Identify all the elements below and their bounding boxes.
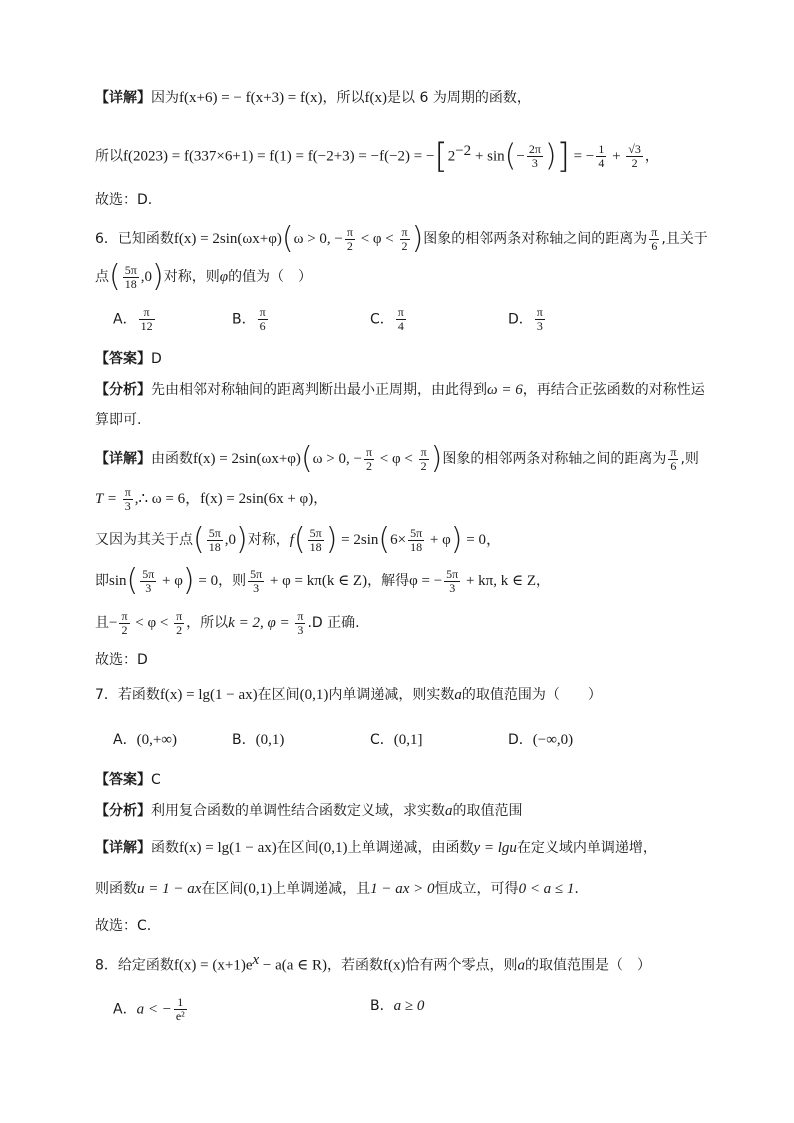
fraction: $\frac{5\pi}{18}$ bbox=[208, 525, 221, 554]
q6-detail-line3 bbox=[95, 522, 501, 557]
text: . bbox=[574, 881, 579, 897]
math: = 0 bbox=[194, 573, 219, 589]
math: u = 1 − ax bbox=[137, 881, 202, 897]
paren-left: ( bbox=[293, 522, 306, 557]
paren-left: ( bbox=[109, 259, 121, 294]
text: 由函数 bbox=[151, 451, 193, 467]
text: 又因为其关于点 bbox=[95, 532, 193, 548]
math: f bbox=[289, 532, 294, 548]
math: a bbox=[517, 957, 526, 974]
math: + φ = kπ(k ∈ Z) bbox=[266, 573, 368, 589]
math: ,∴ ω = 6， bbox=[134, 491, 201, 507]
text: 在定义域内单调递增， bbox=[516, 840, 657, 856]
text: ，再结合正弦函数的对称性运 bbox=[522, 382, 705, 398]
math: + kπ, k ∈ Z bbox=[462, 573, 537, 589]
math: f(x) bbox=[364, 90, 388, 106]
paren-right: ) bbox=[544, 138, 557, 174]
fraction: $\frac{\pi}{6}$ bbox=[670, 444, 677, 473]
math: f(x) = lg(1 − ax) bbox=[159, 687, 258, 703]
q8-option-a: A．a < − $\frac{1}{\text{e²}}$ bbox=[113, 995, 185, 1023]
fraction: $\frac{\pi}{2}$ bbox=[365, 444, 373, 473]
text: ， bbox=[536, 573, 551, 589]
q6-option-b: B． $\frac{\pi}{6}$ bbox=[232, 305, 266, 333]
text: 且 bbox=[95, 615, 109, 631]
q7-option-c: C．(0,1] bbox=[370, 732, 423, 748]
q7-option-a: A．(0,+∞) bbox=[113, 732, 177, 748]
q7-detail-line2 bbox=[95, 879, 579, 899]
p5-detail-line2 bbox=[95, 136, 659, 177]
text: 图象的相邻两条对称轴之间的距离为 bbox=[423, 231, 648, 247]
math: + bbox=[608, 148, 625, 165]
fraction: $\frac{5\pi}{18}$ bbox=[124, 262, 137, 291]
math: < φ < bbox=[131, 615, 173, 631]
p5-detail-line1 bbox=[95, 88, 531, 108]
bracket-left: [ bbox=[434, 136, 448, 177]
paren-right: ) bbox=[182, 563, 195, 598]
math: f(x) = (x+1)e bbox=[173, 957, 253, 974]
math: a bbox=[454, 687, 462, 703]
text: 的取值范围 bbox=[452, 803, 523, 819]
answer-tag: 【答案】 bbox=[95, 772, 151, 788]
math: 2 bbox=[447, 148, 456, 165]
math: < φ < bbox=[356, 231, 398, 247]
text: 上单调递减，且 bbox=[272, 881, 371, 897]
math: f(x) = 2sin(ωx+φ) bbox=[193, 451, 301, 467]
text: 恒成立，可得 bbox=[434, 881, 519, 897]
math: + sin bbox=[471, 148, 505, 165]
fraction: $\frac{1}{4}$ bbox=[598, 142, 605, 171]
fraction: $\frac{\pi}{6}$ bbox=[651, 224, 658, 253]
text: ，所以 bbox=[186, 615, 229, 631]
math: f(x) = lg(1 − ax) bbox=[179, 840, 277, 856]
fraction: $\frac{\pi}{2}$ bbox=[401, 224, 408, 253]
q6-detail-line2 bbox=[95, 484, 327, 514]
paren-right: ) bbox=[411, 221, 424, 256]
paren-left: ( bbox=[281, 221, 294, 256]
fraction: $\frac{\pi}{3}$ bbox=[297, 608, 304, 637]
text: ， bbox=[644, 148, 659, 165]
text: 的取值范围是（ ） bbox=[525, 957, 652, 974]
paren-right: ) bbox=[152, 259, 164, 294]
fraction: $\frac{2\pi}{3}$ bbox=[528, 142, 541, 171]
text: ，若函数 bbox=[327, 957, 384, 974]
fraction: $\frac{5\pi}{3}$ bbox=[142, 566, 155, 595]
math: f(x) = 2sin(ωx+φ) bbox=[173, 231, 282, 247]
paren-left: ( bbox=[378, 522, 391, 557]
text: 利用复合函数的单调性结合函数定义域，求实数 bbox=[151, 803, 445, 819]
text: ,且关于 bbox=[661, 231, 708, 247]
bracket-right: ] bbox=[556, 136, 570, 177]
q7-stem bbox=[95, 685, 602, 705]
text: 是以 6 为周期的函数， bbox=[387, 90, 531, 106]
text: 内单调递减，则实数 bbox=[328, 687, 455, 703]
fraction: $\frac{√3}{2}$ bbox=[628, 142, 641, 171]
q6-option-a: A． $\frac{\pi}{12}$ bbox=[113, 305, 153, 333]
fraction: $\frac{5\pi}{3}$ bbox=[446, 566, 459, 595]
q6-stem-line1 bbox=[95, 221, 708, 256]
q6-option-d: D． $\frac{\pi}{3}$ bbox=[508, 305, 543, 333]
q6-analysis-line1 bbox=[95, 380, 705, 400]
fraction: $\frac{\pi}{2}$ bbox=[176, 608, 183, 637]
paren-right: ) bbox=[236, 522, 248, 557]
q6-option-c: C． $\frac{\pi}{4}$ bbox=[370, 305, 404, 333]
analysis-tag: 【分析】 bbox=[95, 803, 151, 819]
math: = − bbox=[569, 148, 595, 165]
text: ，所以 bbox=[322, 90, 365, 106]
math: = 2sin bbox=[337, 532, 379, 548]
fraction: $\frac{\pi}{2}$ bbox=[420, 444, 427, 473]
answer-value: D bbox=[151, 351, 162, 367]
fraction: $\frac{5\pi}{3}$ bbox=[250, 566, 263, 595]
math: + φ bbox=[158, 573, 183, 589]
q7-option-b: B．(0,1) bbox=[232, 732, 285, 748]
text: 在区间 bbox=[201, 881, 244, 897]
math: ω = 6 bbox=[487, 382, 523, 398]
text: 的值为（ ） bbox=[228, 269, 313, 285]
math: y = lgu bbox=[473, 840, 517, 856]
text: 即 bbox=[95, 573, 109, 589]
math: < φ < bbox=[376, 451, 417, 467]
q6-stem-line2 bbox=[95, 259, 313, 294]
paren-right: ) bbox=[450, 522, 463, 557]
math: sin bbox=[109, 573, 127, 589]
math: T = bbox=[95, 491, 121, 507]
math: − bbox=[109, 615, 118, 631]
text: .D 正确. bbox=[307, 615, 360, 631]
text: 所以 bbox=[95, 148, 123, 165]
fraction: $\frac{5\pi}{18}$ bbox=[309, 525, 322, 554]
paren-right: ) bbox=[430, 441, 443, 476]
detail-tag: 【详解】 bbox=[95, 840, 151, 856]
math: f(2023) = f(337×6+1) = f(1) = f(−2+3) = −f(−2) = − bbox=[123, 148, 435, 165]
fraction: $\frac{5\pi}{18}$ bbox=[410, 525, 423, 554]
p5-choose: 故选：D. bbox=[95, 192, 153, 208]
text: 点 bbox=[95, 269, 109, 285]
math: ,0 bbox=[224, 532, 237, 548]
q6-analysis-line2: 算即可. bbox=[95, 412, 142, 428]
text: ，则 bbox=[218, 573, 247, 589]
q6-answer bbox=[95, 349, 162, 369]
math: (0,1) bbox=[299, 687, 329, 703]
detail-tag: 【详解】 bbox=[95, 451, 151, 467]
text: ， bbox=[313, 491, 328, 507]
text: 7．若函数 bbox=[95, 687, 160, 703]
math: φ bbox=[219, 269, 229, 285]
paren-right: ) bbox=[325, 522, 338, 557]
text: 对称， bbox=[247, 532, 290, 548]
math: − a(a ∈ R) bbox=[259, 957, 328, 974]
q6-detail-line5 bbox=[95, 608, 360, 638]
text: 上单调递减，由函数 bbox=[347, 840, 474, 856]
paren-left: ( bbox=[126, 563, 139, 598]
text: 的取值范围为（ ） bbox=[461, 687, 602, 703]
text: 因为 bbox=[151, 90, 179, 106]
math: 1 − ax > 0 bbox=[370, 881, 435, 897]
analysis-tag: 【分析】 bbox=[95, 382, 151, 398]
paren-left: ( bbox=[504, 138, 517, 174]
math: 6× bbox=[390, 532, 407, 548]
math: 0 < a ≤ 1 bbox=[518, 881, 575, 897]
text: 函数 bbox=[151, 840, 179, 856]
math-sup: x bbox=[252, 952, 260, 968]
math: k = 2, φ = bbox=[228, 615, 294, 631]
text: 8．给定函数 bbox=[95, 957, 174, 974]
q8-stem bbox=[95, 950, 651, 976]
text: 对称，则 bbox=[163, 269, 220, 285]
math: = 0， bbox=[462, 532, 501, 548]
fraction: $\frac{\pi}{2}$ bbox=[346, 224, 353, 253]
text: ，解得 bbox=[367, 573, 410, 589]
text: 6．已知函数 bbox=[95, 231, 174, 247]
math: f(x) = 2sin(6x + φ) bbox=[200, 491, 314, 507]
paren-left: ( bbox=[193, 522, 205, 557]
math: (0,1) bbox=[318, 840, 348, 856]
text: ,则 bbox=[680, 451, 699, 467]
text: 先由相邻对称轴间的距离判断出最小正周期，由此得到 bbox=[151, 382, 487, 398]
q7-detail-line1 bbox=[95, 838, 657, 858]
q8-option-b: B．a ≥ 0 bbox=[370, 998, 425, 1014]
q7-option-d: D．(−∞,0) bbox=[508, 732, 574, 748]
math: (0,1) bbox=[243, 881, 273, 897]
math: f(x) bbox=[383, 957, 406, 974]
q7-analysis bbox=[95, 801, 523, 821]
math: ,0 bbox=[140, 269, 153, 285]
q7-choose: 故选：C. bbox=[95, 918, 152, 934]
text: 图象的相邻两条对称轴之间的距离为 bbox=[442, 451, 667, 467]
math: ω > 0, − bbox=[293, 231, 343, 247]
paren-left: ( bbox=[300, 441, 313, 476]
q6-choose: 故选：D bbox=[95, 652, 148, 668]
math: ω > 0, − bbox=[312, 451, 362, 467]
answer-value: C bbox=[151, 772, 161, 788]
math-sup: −2 bbox=[455, 143, 472, 159]
q7-answer bbox=[95, 770, 161, 790]
q6-detail-line1 bbox=[95, 441, 699, 476]
math: φ = − bbox=[409, 573, 443, 589]
math: + φ bbox=[426, 532, 451, 548]
fraction: $\frac{\pi}{3}$ bbox=[124, 484, 131, 513]
answer-tag: 【答案】 bbox=[95, 351, 151, 367]
fraction: $\frac{\pi}{2}$ bbox=[121, 608, 128, 637]
text: 恰有两个零点，则 bbox=[405, 957, 518, 974]
q6-detail-line4 bbox=[95, 563, 551, 598]
math: − bbox=[516, 148, 525, 165]
text: 在区间 bbox=[276, 840, 319, 856]
detail-tag: 【详解】 bbox=[95, 90, 151, 106]
math: a bbox=[445, 803, 453, 819]
text: 在区间 bbox=[257, 687, 300, 703]
text: 则函数 bbox=[95, 881, 137, 897]
math: f(x+6) = − f(x+3) = f(x) bbox=[179, 90, 323, 106]
